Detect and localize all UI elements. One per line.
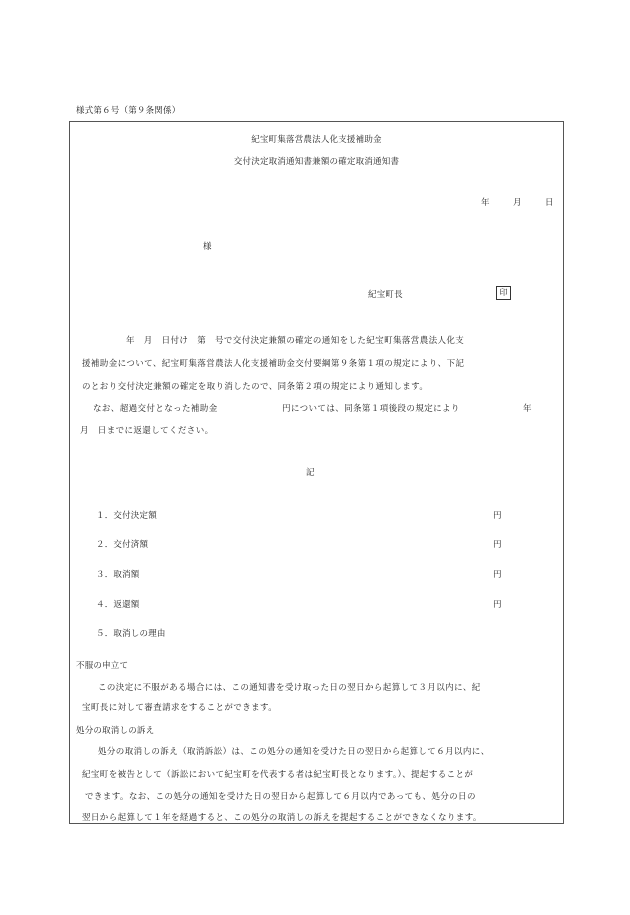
item-unit: 円	[493, 511, 502, 521]
seal-mark: 印	[499, 288, 508, 297]
seal-box	[496, 286, 511, 300]
date-day: 日	[545, 198, 554, 208]
item-label: ３．取消額	[96, 570, 140, 580]
lawsuit-line-1: 処分の取消しの訴え（取消訴訟）は、この処分の通知を受けた日の翌日から起算して６月以内に、	[98, 747, 490, 757]
lawsuit-line-3: できます。なお、この処分の通知を受けた日の翌日から起算して６月以内であっても、処分の日の	[85, 792, 476, 802]
item-label: ２．交付済額	[96, 540, 149, 550]
lawsuit-heading: 処分の取消しの訴え	[76, 726, 155, 736]
appeal-heading: 不服の申立て	[76, 661, 129, 671]
item-label: ４．返還額	[96, 600, 140, 610]
item-label: ５．取消しの理由	[96, 629, 166, 639]
body-line-2: 援補助金について、紀宝町集落営農法人化支援補助金交付要綱第９条第１項の規定により、下記	[82, 359, 465, 369]
ki-heading: 記	[306, 468, 315, 478]
item-unit: 円	[493, 570, 502, 580]
appeal-line-1: この決定に不服がある場合には、この通知書を受け取った日の翌日から起算して３月以内に、紀	[98, 683, 481, 693]
body-line-5: 月 日までに返還してください。	[80, 426, 214, 436]
body-line-4c: 年	[523, 404, 532, 414]
issuer-name: 紀宝町長	[368, 290, 403, 300]
body-line-4b: 円については、同条第１項後段の規定により	[282, 404, 460, 414]
title-line-2: 交付決定取消通知書兼額の確定取消通知書	[233, 157, 400, 167]
form-number: 様式第６号（第９条関係）	[76, 106, 181, 116]
body-line-3: のとおり交付決定兼額の確定を取り消したので、同条第２項の規定により通知します。	[82, 382, 429, 392]
item-label: １．交付決定額	[96, 511, 157, 521]
title-line-1: 紀宝町集落営農法人化支援補助金	[251, 135, 382, 145]
appeal-line-2: 宝町長に対して審査請求をすることができます。	[82, 703, 278, 713]
date-year: 年	[481, 198, 490, 208]
body-line-1: 年 月 日付け 第 号で交付決定兼額の確定の通知をした紀宝町集落営農法人化支	[126, 336, 465, 346]
item-unit: 円	[493, 540, 502, 550]
addressee-suffix: 様	[203, 242, 212, 252]
body-line-4a: なお、超過交付となった補助金	[93, 404, 218, 414]
lawsuit-line-2: 紀宝町を被告として（訴訟において紀宝町を代表する者は紀宝町長となります。）、提起することが	[82, 770, 474, 780]
date-month: 月	[513, 198, 522, 208]
item-unit: 円	[493, 600, 502, 610]
lawsuit-line-4: 翌日から起算して１年を経過すると、この処分の取消しの訴えを提起することができなくなります。	[82, 813, 482, 823]
